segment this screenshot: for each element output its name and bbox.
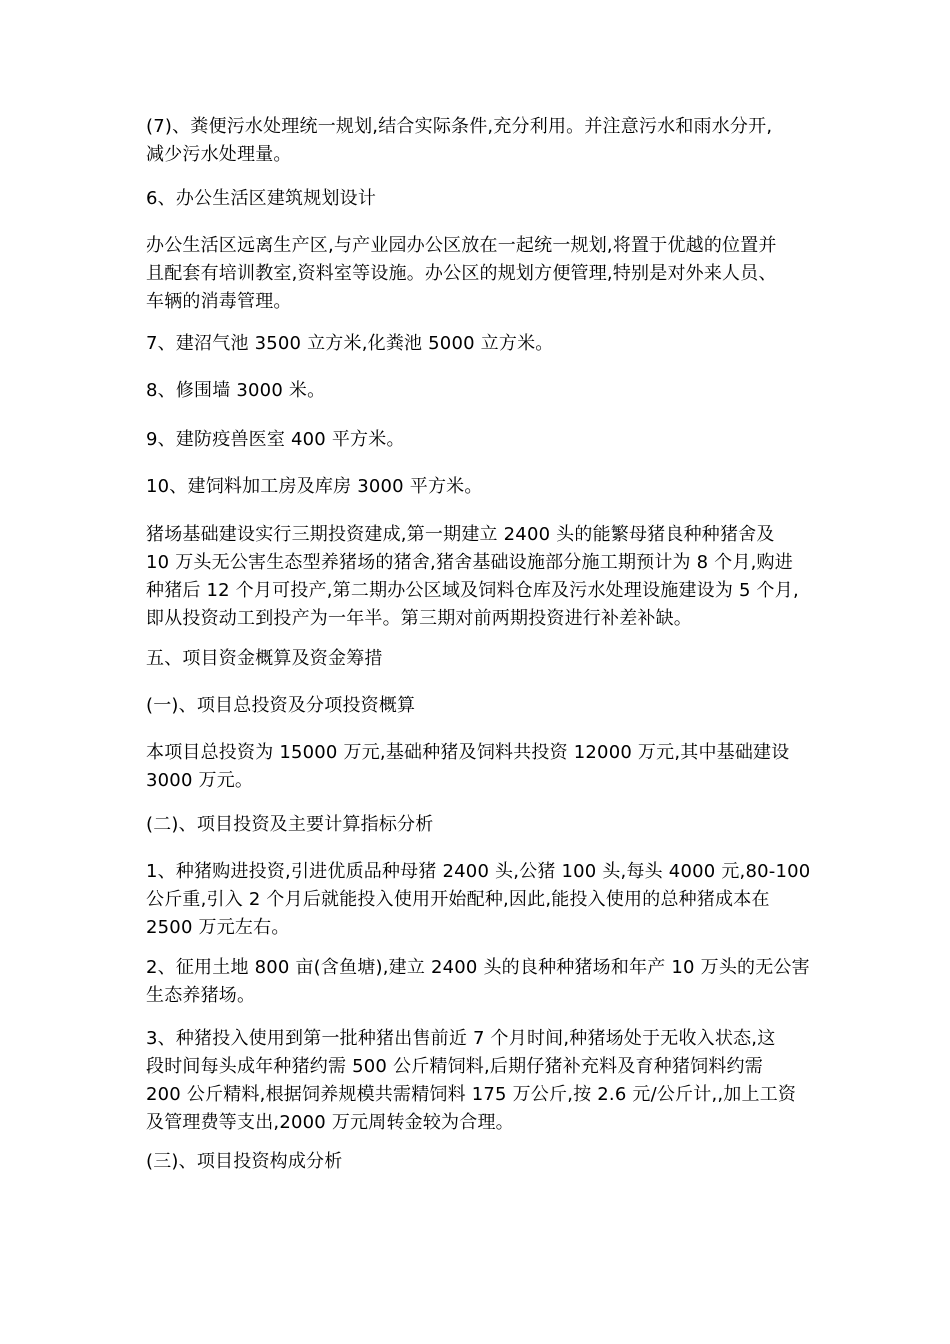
paragraph-office-area	[146, 232, 777, 316]
text-line: (一)、项目总投资及分项投资概算	[146, 695, 416, 716]
text-line: 2、征用土地 800 亩(含鱼塘),建立 2400 头的良种种猪场和年产 10 万头的无公害	[146, 957, 810, 978]
text-line: 3、种猪投入使用到第一批种猪出售前近 7 个月时间,种猪场处于无收入状态,这	[146, 1028, 776, 1049]
text-line: (7)、粪便污水处理统一规划,结合实际条件,充分利用。并注意污水和雨水分开,	[146, 116, 773, 137]
text-line: 办公生活区远离生产区,与产业园办公区放在一起统一规划,将置于优越的位置并	[146, 235, 777, 256]
text-line: 1、种猪购进投资,引进优质品种母猪 2400 头,公猪 100 头,每头 4000 元,80-100	[146, 861, 811, 882]
text-line: 且配套有培训教室,资料室等设施。办公区的规划方便管理,特别是对外来人员、	[146, 263, 777, 284]
text-line: (二)、项目投资及主要计算指标分析	[146, 814, 434, 835]
text-line: 猪场基础建设实行三期投资建成,第一期建立 2400 头的能繁母猪良种种猪舍及	[146, 524, 775, 545]
text-line: 9、建防疫兽医室 400 平方米。	[146, 429, 405, 450]
item-wall	[146, 377, 325, 405]
item-vet-room	[146, 426, 405, 454]
text-line: 公斤重,引入 2 个月后就能投入使用开始配种,因此,能投入使用的总种猪成本在	[146, 889, 770, 910]
text-line: 10、建饲料加工房及库房 3000 平方米。	[146, 476, 483, 497]
text-line: (三)、项目投资构成分析	[146, 1151, 343, 1172]
text-line: 即从投资动工到投产为一年半。第三期对前两期投资进行补差补缺。	[146, 608, 692, 629]
paragraph-manure-plan	[146, 113, 772, 169]
heading-section-five	[146, 645, 383, 673]
text-line: 车辆的消毒管理。	[146, 291, 292, 312]
text-line: 及管理费等支出,2000 万元周转金较为合理。	[146, 1112, 514, 1133]
text-line: 减少污水处理量。	[146, 144, 292, 165]
paragraph-construction-phases	[146, 521, 799, 633]
text-line: 五、项目资金概算及资金筹措	[146, 648, 383, 669]
heading-office-area-design	[146, 185, 376, 213]
text-line: 2500 万元左右。	[146, 917, 290, 938]
heading-investment-structure	[146, 1148, 342, 1176]
text-line: 7、建沼气池 3500 立方米,化粪池 5000 立方米。	[146, 333, 554, 354]
text-line: 200 公斤精料,根据饲养规模共需精饲料 175 万公斤,按 2.6 元/公斤计,,加上工资	[146, 1084, 797, 1105]
text-line: 6、办公生活区建筑规划设计	[146, 188, 377, 209]
heading-investment-analysis	[146, 811, 433, 839]
text-line: 3000 万元。	[146, 770, 254, 791]
paragraph-land	[146, 954, 810, 1010]
paragraph-working-capital	[146, 1025, 796, 1137]
paragraph-total-investment	[146, 739, 789, 795]
text-line: 8、修围墙 3000 米。	[146, 380, 326, 401]
text-line: 生态养猪场。	[146, 985, 256, 1006]
text-line: 10 万头无公害生态型养猪场的猪舍,猪舍基础设施部分施工期预计为 8 个月,购进	[146, 552, 793, 573]
item-biogas-pool	[146, 330, 553, 358]
heading-total-investment	[146, 692, 415, 720]
text-line: 段时间每头成年种猪约需 500 公斤精饲料,后期仔猪补充料及育种猪饲料约需	[146, 1056, 763, 1077]
item-feed-house	[146, 473, 483, 501]
paragraph-breeding-pigs	[146, 858, 810, 942]
text-line: 种猪后 12 个月可投产,第二期办公区域及饲料仓库及污水处理设施建设为 5 个月,	[146, 580, 799, 601]
text-line: 本项目总投资为 15000 万元,基础种猪及饲料共投资 12000 万元,其中基础建设	[146, 742, 790, 763]
